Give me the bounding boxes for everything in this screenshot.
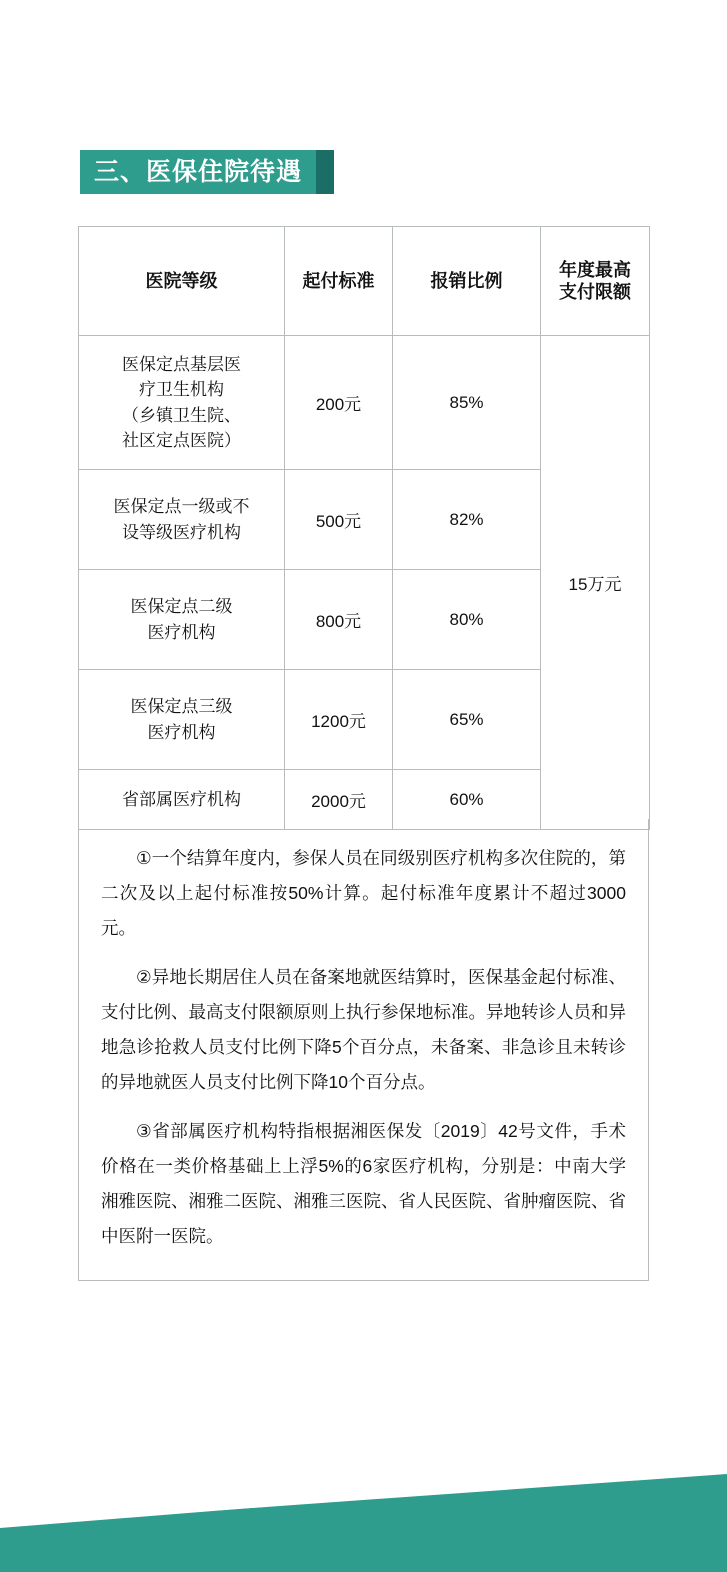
hospital-level-line: 医保定点一级或不: [113, 497, 250, 516]
footer-shape-icon: [0, 1452, 727, 1572]
benefits-table: [78, 226, 650, 830]
note-item: ①一个结算年度内，参保人员在同级别医疗机构多次住院的，第二次及以上起付标准按50%计算。起付标准年度累计不超过3000元。: [101, 848, 626, 938]
cell-ratio: 65%: [393, 670, 541, 770]
hospital-level-line: 医保定点基层医: [122, 354, 241, 374]
section-header-band: [80, 150, 316, 194]
column-header-reimbursement-ratio: 报销比例: [393, 227, 541, 336]
hospital-level-line: 医保定点三级: [130, 697, 233, 716]
hospital-level-line: 省部属医疗机构: [122, 789, 241, 809]
cell-hospital-level: [79, 470, 285, 570]
hospital-level-line: 医疗机构: [147, 622, 216, 642]
column-header-hospital-level: 医院等级: [79, 227, 285, 336]
table-row: [79, 336, 650, 470]
column-header-annual-limit-line2: 支付限额: [559, 282, 631, 302]
column-header-annual-limit-line1: 年度最高: [559, 259, 631, 280]
cell-hospital-level: [79, 336, 285, 470]
section-header-tail: [316, 150, 334, 194]
cell-ratio: 80%: [393, 570, 541, 670]
hospital-level-line: 医疗机构: [147, 722, 216, 742]
note-item: ②异地长期居住人员在备案地就医结算时，医保基金起付标准、支付比例、最高支付限额原则上执行参保地标准。异地转诊人员和异地急诊抢救人员支付比例下降5个百分点，未备案、非急诊且未转诊的异地就医人员支付比例下降10个百分点。: [101, 967, 626, 1092]
cell-ratio: 60%: [393, 770, 541, 830]
cell-deductible: 2000元: [285, 770, 393, 830]
hospital-level-line: 医保定点二级: [130, 597, 233, 616]
page-title: 三、医保住院待遇: [94, 157, 303, 186]
hospital-level-line: 社区定点医院）: [122, 431, 241, 450]
cell-ratio: 82%: [393, 470, 541, 570]
cell-deductible: 1200元: [285, 670, 393, 770]
cell-ratio: 85%: [393, 336, 541, 470]
hospital-level-line: 设等级医疗机构: [122, 522, 241, 542]
cell-deductible: 500元: [285, 470, 393, 570]
column-header-annual-limit: [541, 227, 650, 336]
cell-deductible: 200元: [285, 336, 393, 470]
cell-deductible: 800元: [285, 570, 393, 670]
section-header: [80, 150, 334, 194]
column-header-deductible: 起付标准: [285, 227, 393, 336]
table-header-row: [79, 227, 650, 336]
benefits-table-wrapper: [78, 226, 649, 830]
hospital-level-line: （乡镇卫生院、: [122, 405, 241, 425]
footer-decoration: [0, 1452, 727, 1572]
notes-section: [78, 819, 649, 1281]
cell-hospital-level: [79, 570, 285, 670]
note-item: ③省部属医疗机构特指根据湘医保发〔2019〕42号文件，手术价格在一类价格基础上上浮5%的6家医疗机构，分别是：中南大学湘雅医院、湘雅二医院、湘雅三医院、省人民医院、省肿瘤医院、省中医附一医院。: [101, 1121, 626, 1246]
hospital-level-line: 疗卫生机构: [139, 380, 224, 399]
cell-annual-limit: 15万元: [541, 336, 650, 830]
cell-hospital-level: [79, 670, 285, 770]
